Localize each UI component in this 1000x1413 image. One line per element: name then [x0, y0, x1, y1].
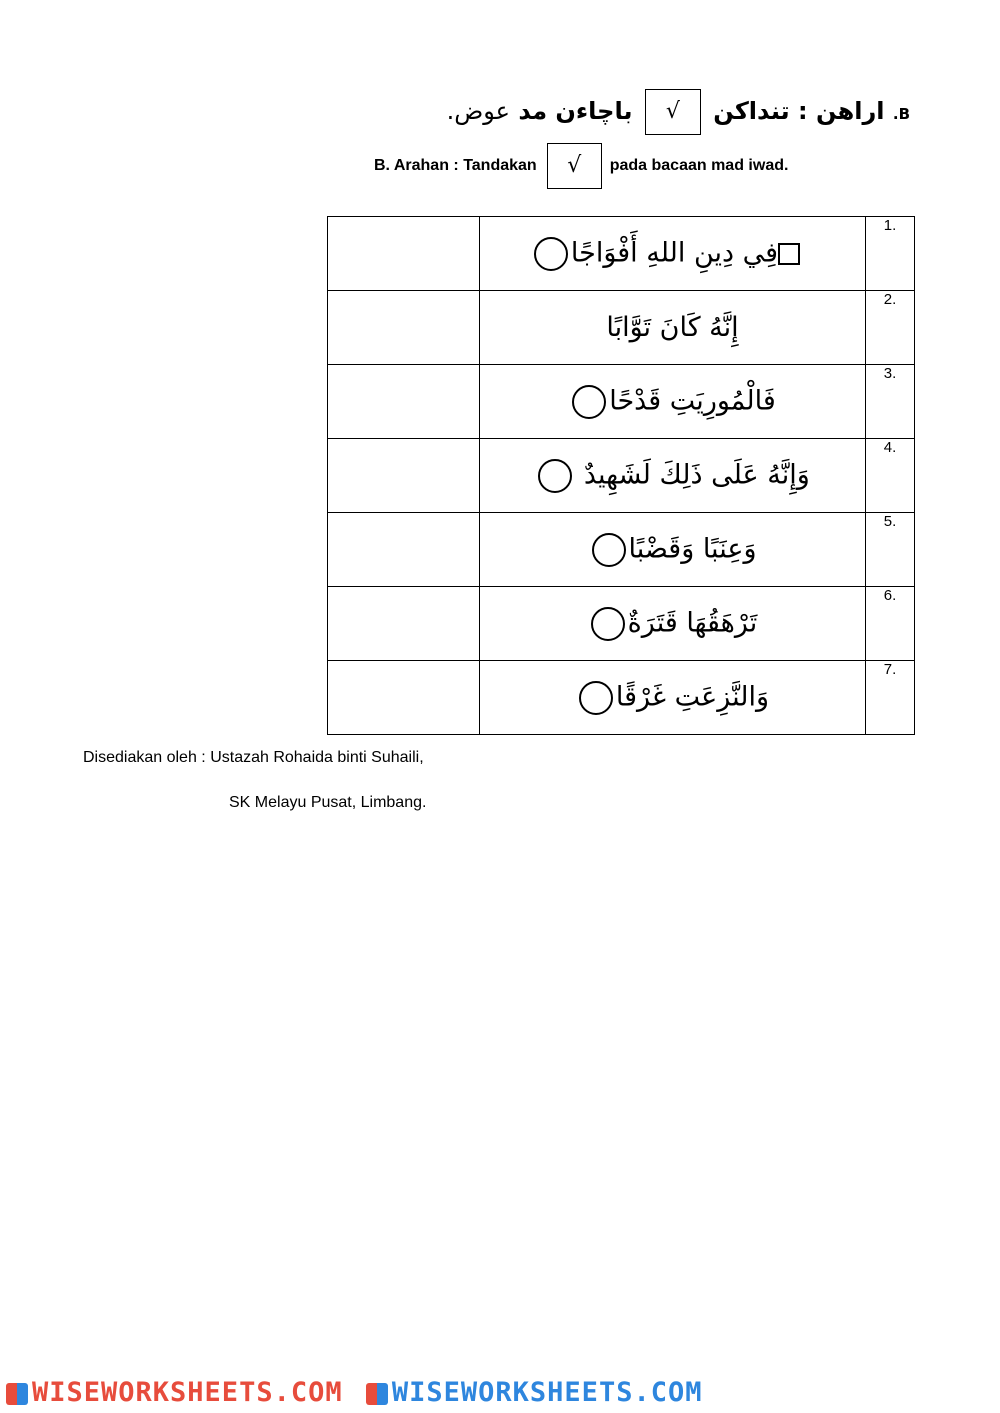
- ayat-cell: [480, 587, 866, 661]
- ayat-cell: [480, 661, 866, 735]
- circle-icon: [538, 459, 572, 493]
- square-icon: [778, 243, 800, 265]
- credit-line-2: SK Melayu Pusat, Limbang.: [229, 794, 427, 811]
- brand-text: WISEWORKSHEETS.COM: [391, 1377, 703, 1408]
- circle-icon: [534, 237, 568, 271]
- instruction-text-jawi: اراهن : تنداكن: [713, 97, 885, 125]
- answer-cell[interactable]: [328, 217, 480, 291]
- question-number: .1: [866, 217, 915, 291]
- circle-icon: [591, 607, 625, 641]
- question-row: [328, 439, 915, 513]
- question-row: [328, 291, 915, 365]
- question-row: [328, 513, 915, 587]
- instruction-heading-jawi: [446, 86, 910, 136]
- ayat-text: وَالنَّزِعَتِ غَرْقًا: [615, 681, 770, 712]
- ayat-text: فَالْمُورِيَتِ قَدْحًا: [609, 385, 776, 416]
- ayat-cell: [480, 513, 866, 587]
- instruction-heading-latin: [374, 143, 894, 189]
- question-number: .6: [866, 587, 915, 661]
- ayat-cell: [480, 291, 866, 365]
- answer-cell[interactable]: [328, 661, 480, 735]
- check-sample-box-latin: √: [547, 143, 602, 189]
- question-table: [327, 216, 915, 735]
- question-number: .2: [866, 291, 915, 365]
- answer-cell[interactable]: [328, 439, 480, 513]
- question-number: .3: [866, 365, 915, 439]
- question-row: [328, 217, 915, 291]
- credit-line-1: Disediakan oleh : Ustazah Rohaida binti Suhaili,: [83, 749, 424, 766]
- answer-cell[interactable]: [328, 365, 480, 439]
- question-number: .7: [866, 661, 915, 735]
- question-row: [328, 587, 915, 661]
- answer-cell[interactable]: [328, 513, 480, 587]
- brand-logo-icon: [366, 1383, 388, 1405]
- ayat-cell: [480, 217, 866, 291]
- question-number: .4: [866, 439, 915, 513]
- brand-logo-icon: [6, 1383, 28, 1405]
- ayat-text: تَرْهَقُهَا قَتَرَةٌ: [627, 607, 758, 638]
- ayat-text: إِنَّهُ كَانَ تَوَّابًا: [606, 312, 739, 343]
- ayat-text: وَإِنَّهُ عَلَى ذَلِكَ لَشَهِيدٌ: [583, 459, 810, 490]
- question-row: [328, 661, 915, 735]
- ayat-text: وَعِنَبًا وَقَضْبًا: [628, 533, 757, 564]
- ayat-cell: [480, 439, 866, 513]
- circle-icon: [572, 385, 606, 419]
- circle-icon: [579, 681, 613, 715]
- answer-cell[interactable]: [328, 291, 480, 365]
- instruction-tail-latin: pada bacaan mad iwad.: [609, 157, 789, 175]
- check-sample-box: √: [645, 89, 701, 135]
- question-number: .5: [866, 513, 915, 587]
- instruction-tail-normal: عوض.: [446, 97, 510, 125]
- ayat-text: فِي دِينِ اللهِ أَفْوَاجًا: [570, 237, 779, 268]
- circle-icon: [592, 533, 626, 567]
- brand-text: WISEWORKSHEETS.COM: [32, 1377, 343, 1408]
- question-row: [328, 365, 915, 439]
- instruction-tail-bold: باچاءن مد: [518, 97, 633, 125]
- instruction-text-latin: B. Arahan : Tandakan: [374, 157, 537, 175]
- answer-cell[interactable]: [328, 587, 480, 661]
- ayat-cell: [480, 365, 866, 439]
- section-label: B.: [892, 105, 910, 123]
- watermark-footer: [0, 1372, 1000, 1413]
